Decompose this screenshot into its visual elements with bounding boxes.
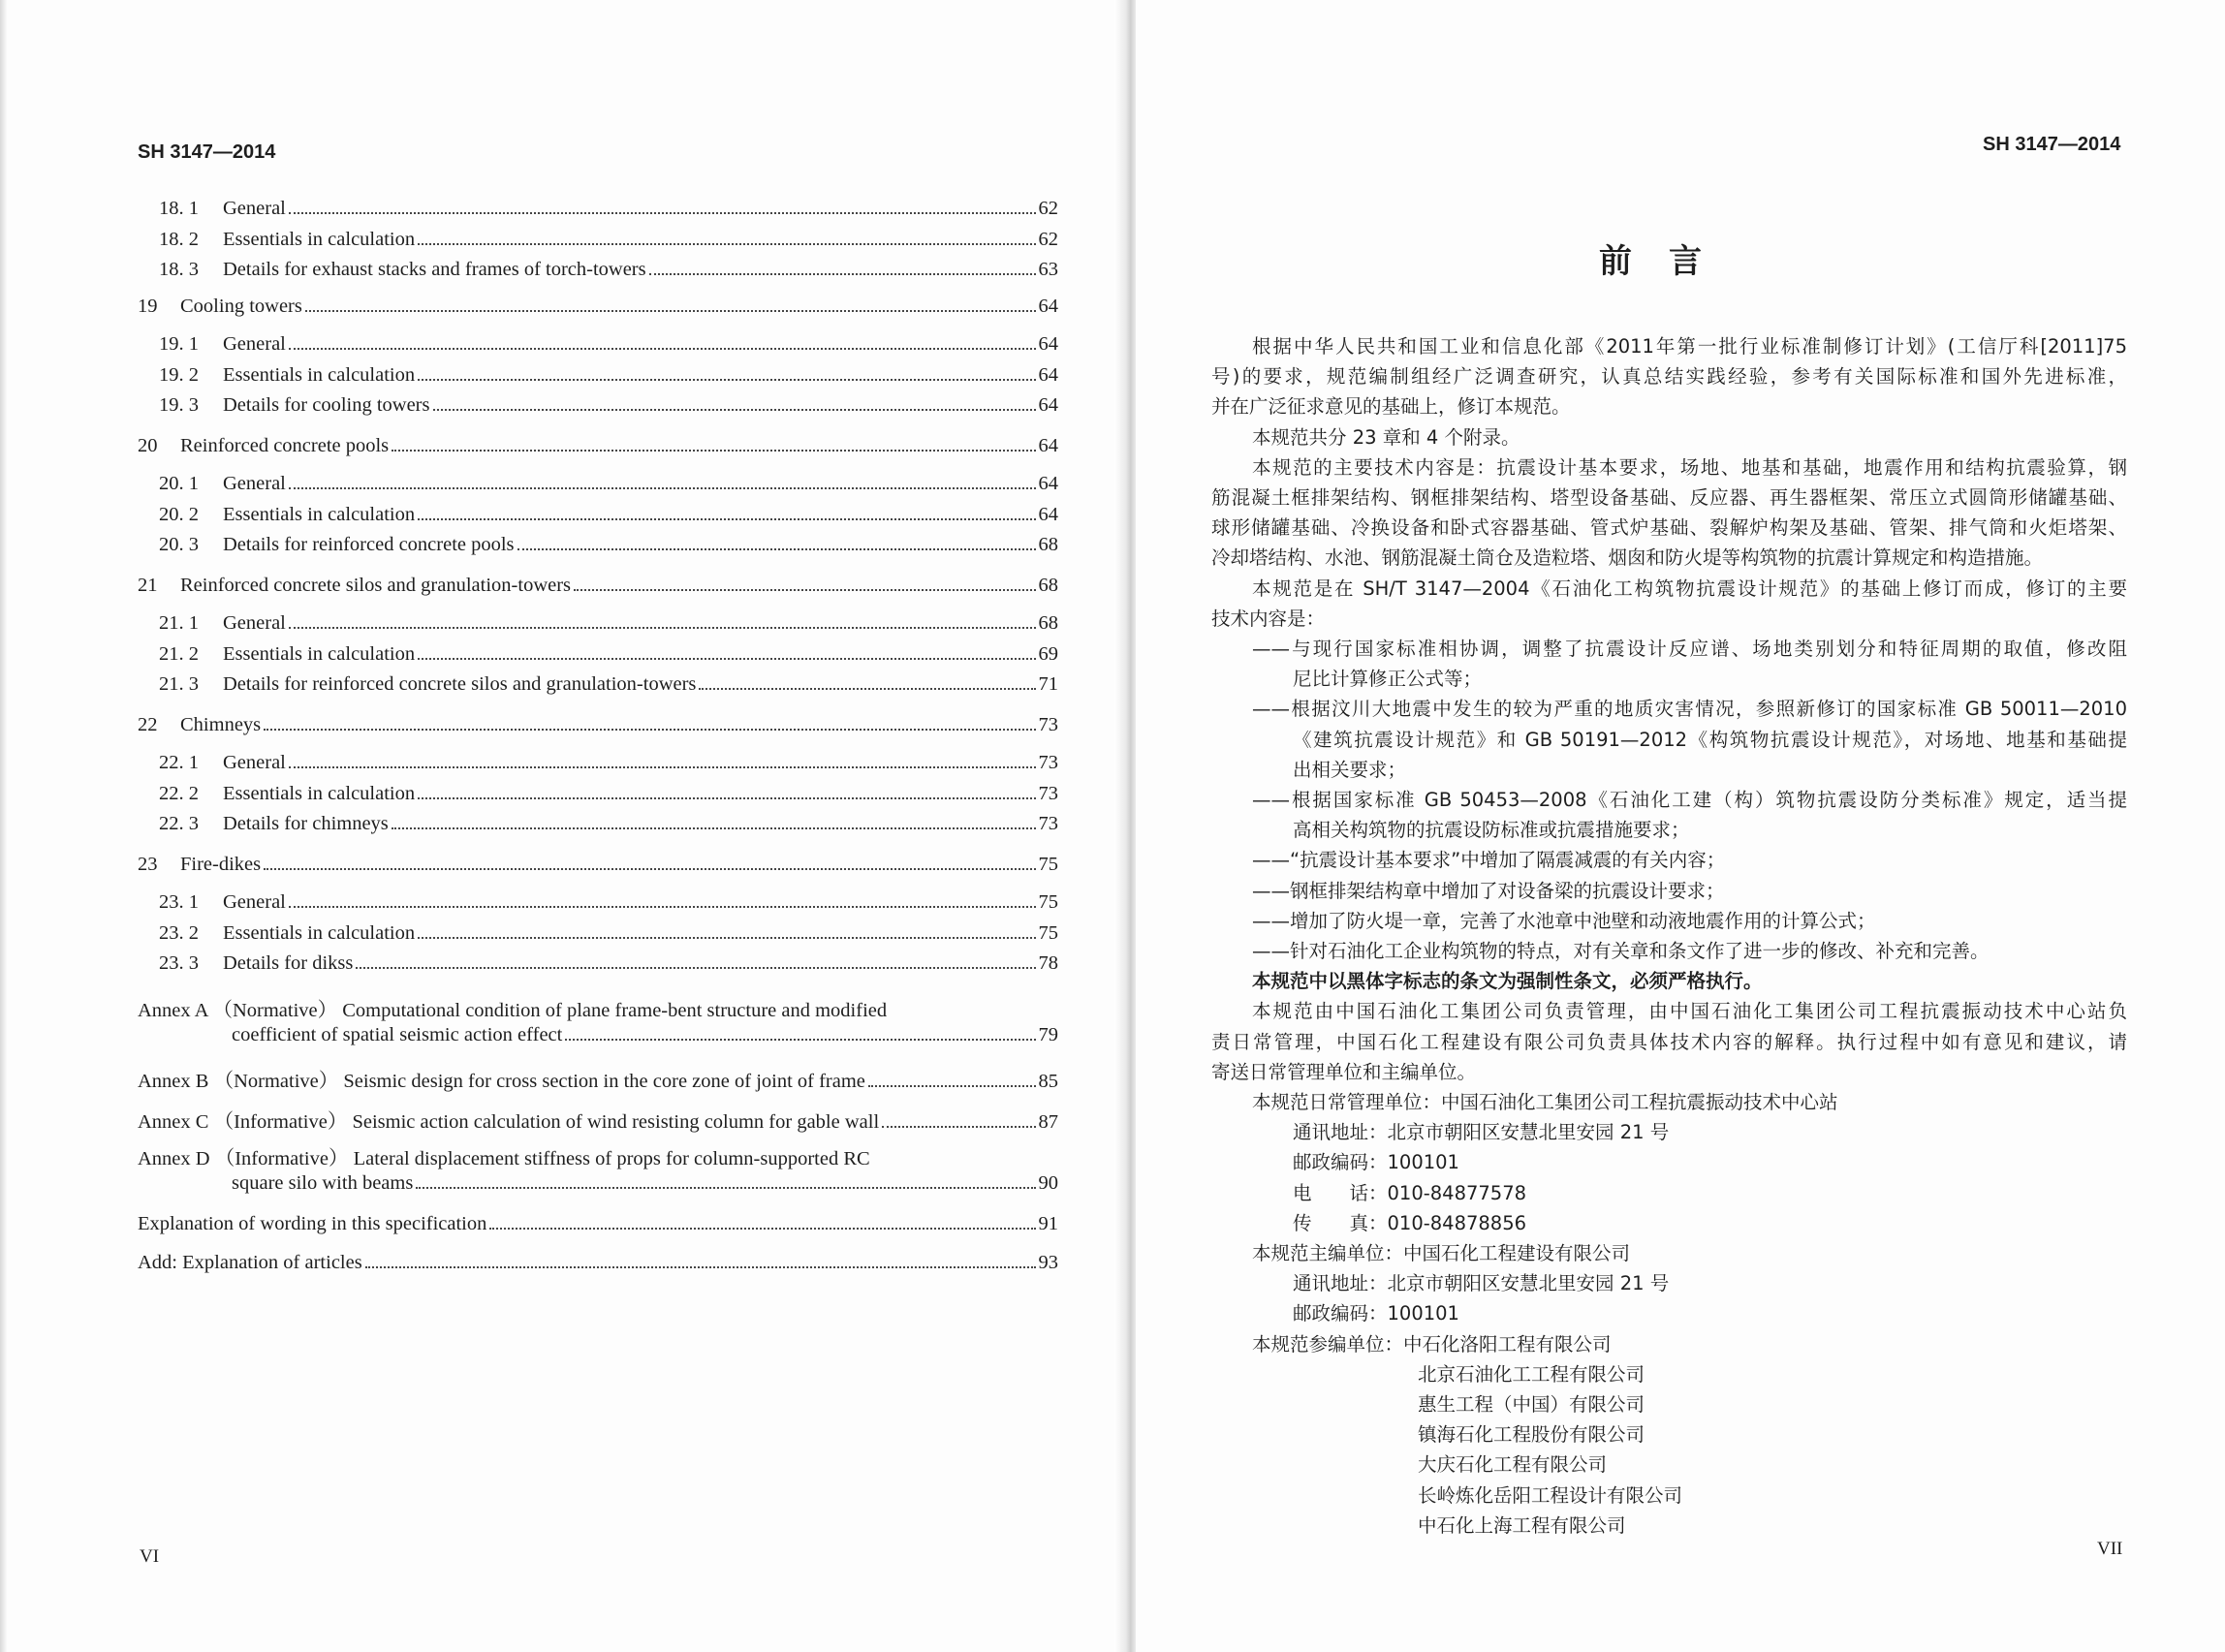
toc-title: Fire-dikes (180, 854, 262, 875)
toc-section-number: 23. 2 (159, 922, 199, 944)
toc-page-number: 90 (1038, 1172, 1058, 1194)
foreword-line: 北京石油化工工程有限公司 (1418, 1362, 1645, 1386)
toc-title: coefficient of spatial seismic action effect (232, 1024, 563, 1045)
toc-page-number: 75 (1038, 854, 1058, 875)
foreword-line: 本规范是在 SH/T 3147—2004《石油化工构筑物抗震设计规范》的基础上修订而成，修订的主要 (1252, 577, 2127, 600)
toc-dot-leader (699, 687, 1035, 690)
foreword-line: 冷却塔结构、水池、钢筋混凝土筒仓及造粒塔、烟囱和防火堤等构筑物的抗震计算规定和构造措施。 (1211, 546, 2044, 570)
foreword-line: 高相关构筑物的抗震设防标准或抗震措施要求； (1293, 819, 1690, 842)
toc-title: Annex B （Normative） Seismic design for cross section in the core zone of joint of frame (138, 1071, 865, 1092)
toc-entry (138, 813, 1058, 842)
toc-title: Details for chimneys (223, 813, 389, 834)
standard-code: SH 3147—2014 (138, 141, 276, 163)
toc-entry (138, 673, 1058, 702)
toc-entry (138, 1252, 1058, 1281)
toc-entry (138, 1024, 1058, 1053)
toc-dot-leader (433, 408, 1036, 411)
toc-title: Essentials in calculation (223, 922, 416, 944)
toc-section-number: 20. 1 (159, 473, 199, 494)
toc-section-number: 21. 2 (159, 643, 199, 665)
toc-entry (138, 643, 1058, 672)
toc-page-number: 91 (1038, 1213, 1058, 1234)
toc-dot-leader (418, 242, 1035, 245)
foreword-line: ——根据国家标准 GB 50453—2008《石油化工建（构）筑物抗震设防分类标准》规定，适当提 (1252, 789, 2127, 811)
standard-code: SH 3147—2014 (1983, 134, 2121, 155)
foreword-line: 本规范的主要技术内容是：抗震设计基本要求，场地、地基和基础，地震作用和结构抗震验算，钢 (1252, 455, 2127, 479)
toc-title: General (223, 891, 286, 913)
toc-entry (138, 891, 1058, 920)
toc-title: Annex C （Informative） Seismic action calculation of wind resisting column for gable wall (138, 1111, 880, 1133)
toc-title: Essentials in calculation (223, 229, 416, 250)
toc-dot-leader (264, 867, 1035, 870)
toc-page-number: 73 (1038, 752, 1058, 773)
toc-dot-leader (289, 626, 1036, 629)
toc-title: Details for exhaust stacks and frames of torch-towers (223, 259, 646, 280)
toc-title: Annex D （Informative） Lateral displacement stiffness of props for column-supported RC (138, 1148, 870, 1169)
toc-dot-leader (418, 657, 1035, 660)
foreword-line: 传 真：010-84878856 (1293, 1211, 1527, 1234)
toc-page-number: 64 (1038, 364, 1058, 386)
toc-dot-leader (489, 1227, 1035, 1230)
toc-entry (138, 612, 1058, 641)
toc-page-number: 75 (1038, 891, 1058, 913)
foreword-line: 本规范共分 23 章和 4 个附录。 (1252, 425, 1520, 449)
foreword-line: 寄送日常管理单位和主编单位。 (1211, 1060, 1477, 1083)
toc-page-number: 87 (1038, 1111, 1058, 1133)
toc-entry (138, 259, 1058, 288)
toc-dot-leader (574, 588, 1035, 591)
toc-entry (138, 854, 1058, 883)
toc-entry (138, 1141, 1058, 1170)
toc-section-number: 22 (138, 714, 158, 735)
toc-entry (138, 198, 1058, 227)
foreword-line: 长岭炼化岳阳工程设计有限公司 (1418, 1483, 1683, 1507)
toc-page-number: 71 (1038, 673, 1058, 695)
toc-dot-leader (565, 1038, 1035, 1041)
foreword-line: 责日常管理，中国石化工程建设有限公司负责具体技术内容的解释。执行过程中如有意见和建议，请 (1211, 1030, 2127, 1053)
foreword-line: 镇海石化工程股份有限公司 (1418, 1423, 1645, 1447)
toc-page-number: 64 (1038, 394, 1058, 416)
toc-dot-leader (365, 1265, 1036, 1268)
toc-section-number: 18. 3 (159, 259, 199, 280)
foreword-line: 本规范中以黑体字标志的条文为强制性条文，必须严格执行。 (1252, 970, 1763, 993)
toc-title: Add: Explanation of articles (138, 1252, 362, 1273)
toc-page-number: 64 (1038, 435, 1058, 456)
foreword-line: ——“抗震设计基本要求”中增加了隔震减震的有关内容； (1252, 849, 1726, 872)
toc-page-number: 62 (1038, 198, 1058, 219)
toc-title: Details for dikss (223, 952, 354, 974)
toc-dot-leader (517, 547, 1036, 550)
toc-title: Reinforced concrete pools (180, 435, 390, 456)
toc-page-number: 85 (1038, 1071, 1058, 1092)
toc-page-number: 62 (1038, 229, 1058, 250)
toc-entry (138, 296, 1058, 325)
toc-entry (138, 1064, 1058, 1093)
foreword-line: 根据中华人民共和国工业和信息化部《2011年第一批行业标准制修订计划》(工信厅科[2011]75 (1252, 335, 2127, 358)
toc-dot-leader (418, 378, 1035, 381)
toc-entry (138, 364, 1058, 393)
foreword-line: ——针对石油化工企业构筑物的特点，对有关章和条文作了进一步的修改、补充和完善。 (1252, 940, 1990, 962)
page-number: VI (140, 1546, 160, 1567)
toc-entry (138, 922, 1058, 951)
foreword-line: 通讯地址：北京市朝阳区安慧北里安园 21 号 (1293, 1121, 1670, 1144)
toc-entry (138, 575, 1058, 604)
toc-title: Essentials in calculation (223, 504, 416, 525)
toc-page-number: 64 (1038, 333, 1058, 355)
foreword-line: 邮政编码：100101 (1293, 1151, 1459, 1174)
foreword-line: 通讯地址：北京市朝阳区安慧北里安园 21 号 (1293, 1272, 1670, 1295)
foreword-line: 电 话：010-84877578 (1293, 1181, 1527, 1204)
toc-title: Annex A （Normative） Computational condition of plane frame-bent structure and modified (138, 1000, 888, 1021)
foreword-line: 惠生工程（中国）有限公司 (1418, 1393, 1645, 1416)
foreword-heading: 前言 (1599, 242, 1739, 281)
toc-page-number: 73 (1038, 813, 1058, 834)
toc-title: General (223, 198, 286, 219)
toc-page-number: 68 (1038, 612, 1058, 634)
page-edge-shadow (0, 0, 8, 1652)
toc-entry (138, 534, 1058, 563)
toc-title: square silo with beams (232, 1172, 414, 1194)
toc-dot-leader (882, 1125, 1035, 1128)
foreword-line: 邮政编码：100101 (1293, 1302, 1459, 1325)
toc-dot-leader (418, 517, 1035, 520)
toc-page-number: 73 (1038, 783, 1058, 804)
toc-section-number: 20 (138, 435, 158, 456)
toc-page-number: 93 (1038, 1252, 1058, 1273)
toc-dot-leader (649, 272, 1036, 275)
toc-title: Details for reinforced concrete pools (223, 534, 515, 555)
toc-page-number: 78 (1038, 952, 1058, 974)
foreword-line: 并在广泛征求意见的基础上，修订本规范。 (1211, 395, 1571, 419)
foreword-line: 尼比计算修正公式等； (1293, 668, 1483, 691)
toc-dot-leader (289, 347, 1036, 350)
toc-page-number: 64 (1038, 504, 1058, 525)
foreword-line: ——与现行国家标准相协调，调整了抗震设计反应谱、场地类别划分和特征周期的取值，修改阻 (1252, 638, 2127, 660)
toc-title: General (223, 752, 286, 773)
foreword-line: 技术内容是： (1211, 607, 1326, 630)
toc-title: General (223, 333, 286, 355)
toc-section-number: 22. 2 (159, 783, 199, 804)
toc-dot-leader (356, 966, 1035, 969)
toc-entry (138, 394, 1058, 423)
toc-title: General (223, 612, 286, 634)
toc-section-number: 21. 3 (159, 673, 199, 695)
foreword-line: 中石化上海工程有限公司 (1418, 1513, 1626, 1537)
toc-section-number: 23. 3 (159, 952, 199, 974)
foreword-line: 出相关要求； (1293, 758, 1407, 781)
foreword-line: ——根据汶川大地震中发生的较为严重的地质灾害情况，参照新修订的国家标准 GB 50011—2010 (1252, 698, 2127, 721)
toc-page-number: 75 (1038, 922, 1058, 944)
toc-section-number: 21 (138, 575, 158, 596)
toc-section-number: 22. 3 (159, 813, 199, 834)
foreword-line: 球形储罐基础、冷换设备和卧式容器基础、管式炉基础、裂解炉构架及基础、管架、排气筒和火炬塔架、 (1211, 516, 2127, 540)
toc-dot-leader (392, 449, 1035, 452)
toc-title: Essentials in calculation (223, 643, 416, 665)
toc-entry (138, 752, 1058, 781)
toc-title: General (223, 473, 286, 494)
toc-page-number: 73 (1038, 714, 1058, 735)
toc-section-number: 23. 1 (159, 891, 199, 913)
toc-page-number: 68 (1038, 575, 1058, 596)
toc-entry (138, 952, 1058, 982)
toc-title: Explanation of wording in this specification (138, 1213, 487, 1234)
toc-dot-leader (868, 1084, 1036, 1087)
toc-dot-leader (289, 486, 1036, 489)
foreword-line: ——钢框排架结构章中增加了对设备梁的抗震设计要求； (1252, 879, 1725, 902)
toc-dot-leader (416, 1186, 1035, 1189)
toc-section-number: 19. 3 (159, 394, 199, 416)
toc-dot-leader (289, 765, 1036, 768)
foreword-line: ——增加了防火堤一章，完善了水池章中池壁和动液地震作用的计算公式； (1252, 909, 1876, 932)
toc-section-number: 22. 1 (159, 752, 199, 773)
toc-entry (138, 714, 1058, 743)
toc-section-number: 20. 2 (159, 504, 199, 525)
toc-dot-leader (418, 796, 1035, 799)
toc-section-number: 20. 3 (159, 534, 199, 555)
toc-page-number: 64 (1038, 296, 1058, 317)
toc-section-number: 19 (138, 296, 158, 317)
foreword-line: 大庆石化工程有限公司 (1418, 1453, 1608, 1477)
toc-dot-leader (392, 826, 1036, 829)
toc-entry (138, 333, 1058, 362)
toc-dot-leader (264, 728, 1035, 731)
toc-entry (138, 1213, 1058, 1242)
toc-section-number: 18. 1 (159, 198, 199, 219)
toc-page-number: 63 (1038, 259, 1058, 280)
foreword-line: 号)的要求，规范编制组经广泛调查研究，认真总结实践经验，参考有关国际标准和国外先进标准， (1211, 365, 2127, 389)
toc-page-number: 68 (1038, 534, 1058, 555)
toc-dot-leader (305, 309, 1036, 312)
page-number: VII (2097, 1539, 2123, 1559)
toc-section-number: 23 (138, 854, 158, 875)
toc-section-number: 19. 2 (159, 364, 199, 386)
toc-entry (138, 435, 1058, 464)
toc-section-number: 19. 1 (159, 333, 199, 355)
toc-dot-leader (289, 211, 1036, 214)
toc-page-number: 64 (1038, 473, 1058, 494)
toc-title: Essentials in calculation (223, 364, 416, 386)
foreword-line: 筋混凝土框排架结构、钢框排架结构、塔型设备基础、反应器、再生器框架、常压立式圆筒形储罐基础、 (1211, 486, 2127, 509)
toc-title: Essentials in calculation (223, 783, 416, 804)
toc-section-number: 18. 2 (159, 229, 199, 250)
foreword-line: 本规范由中国石油化工集团公司负责管理，由中国石油化工集团公司工程抗震振动技术中心站负 (1252, 1000, 2127, 1023)
toc-title: Details for cooling towers (223, 394, 430, 416)
toc-entry (138, 504, 1058, 533)
toc-entry (138, 783, 1058, 812)
foreword-line: 本规范日常管理单位：中国石油化工集团公司工程抗震振动技术中心站 (1252, 1091, 1838, 1113)
foreword-line: 本规范参编单位：中石化洛阳工程有限公司 (1252, 1332, 1612, 1356)
toc-title: Chimneys (180, 714, 262, 735)
toc-entry (138, 1172, 1058, 1201)
toc-entry (138, 993, 1058, 1022)
toc-page-number: 79 (1038, 1024, 1058, 1045)
toc-dot-leader (289, 905, 1036, 908)
toc-title: Details for reinforced concrete silos and granulation-towers (223, 673, 697, 695)
toc-entry (138, 473, 1058, 502)
foreword-line: 本规范主编单位：中国石化工程建设有限公司 (1252, 1242, 1631, 1264)
toc-entry (138, 229, 1058, 258)
toc-entry (138, 1105, 1058, 1134)
toc-section-number: 21. 1 (159, 612, 199, 634)
foreword-line: 《建筑抗震设计规范》和 GB 50191—2012《构筑物抗震设计规范》，对场地、地基和基础提 (1293, 728, 2127, 751)
toc-title: Reinforced concrete silos and granulation-towers (180, 575, 572, 596)
toc-page-number: 69 (1038, 643, 1058, 665)
toc-title: Cooling towers (180, 296, 302, 317)
toc-dot-leader (418, 936, 1035, 939)
